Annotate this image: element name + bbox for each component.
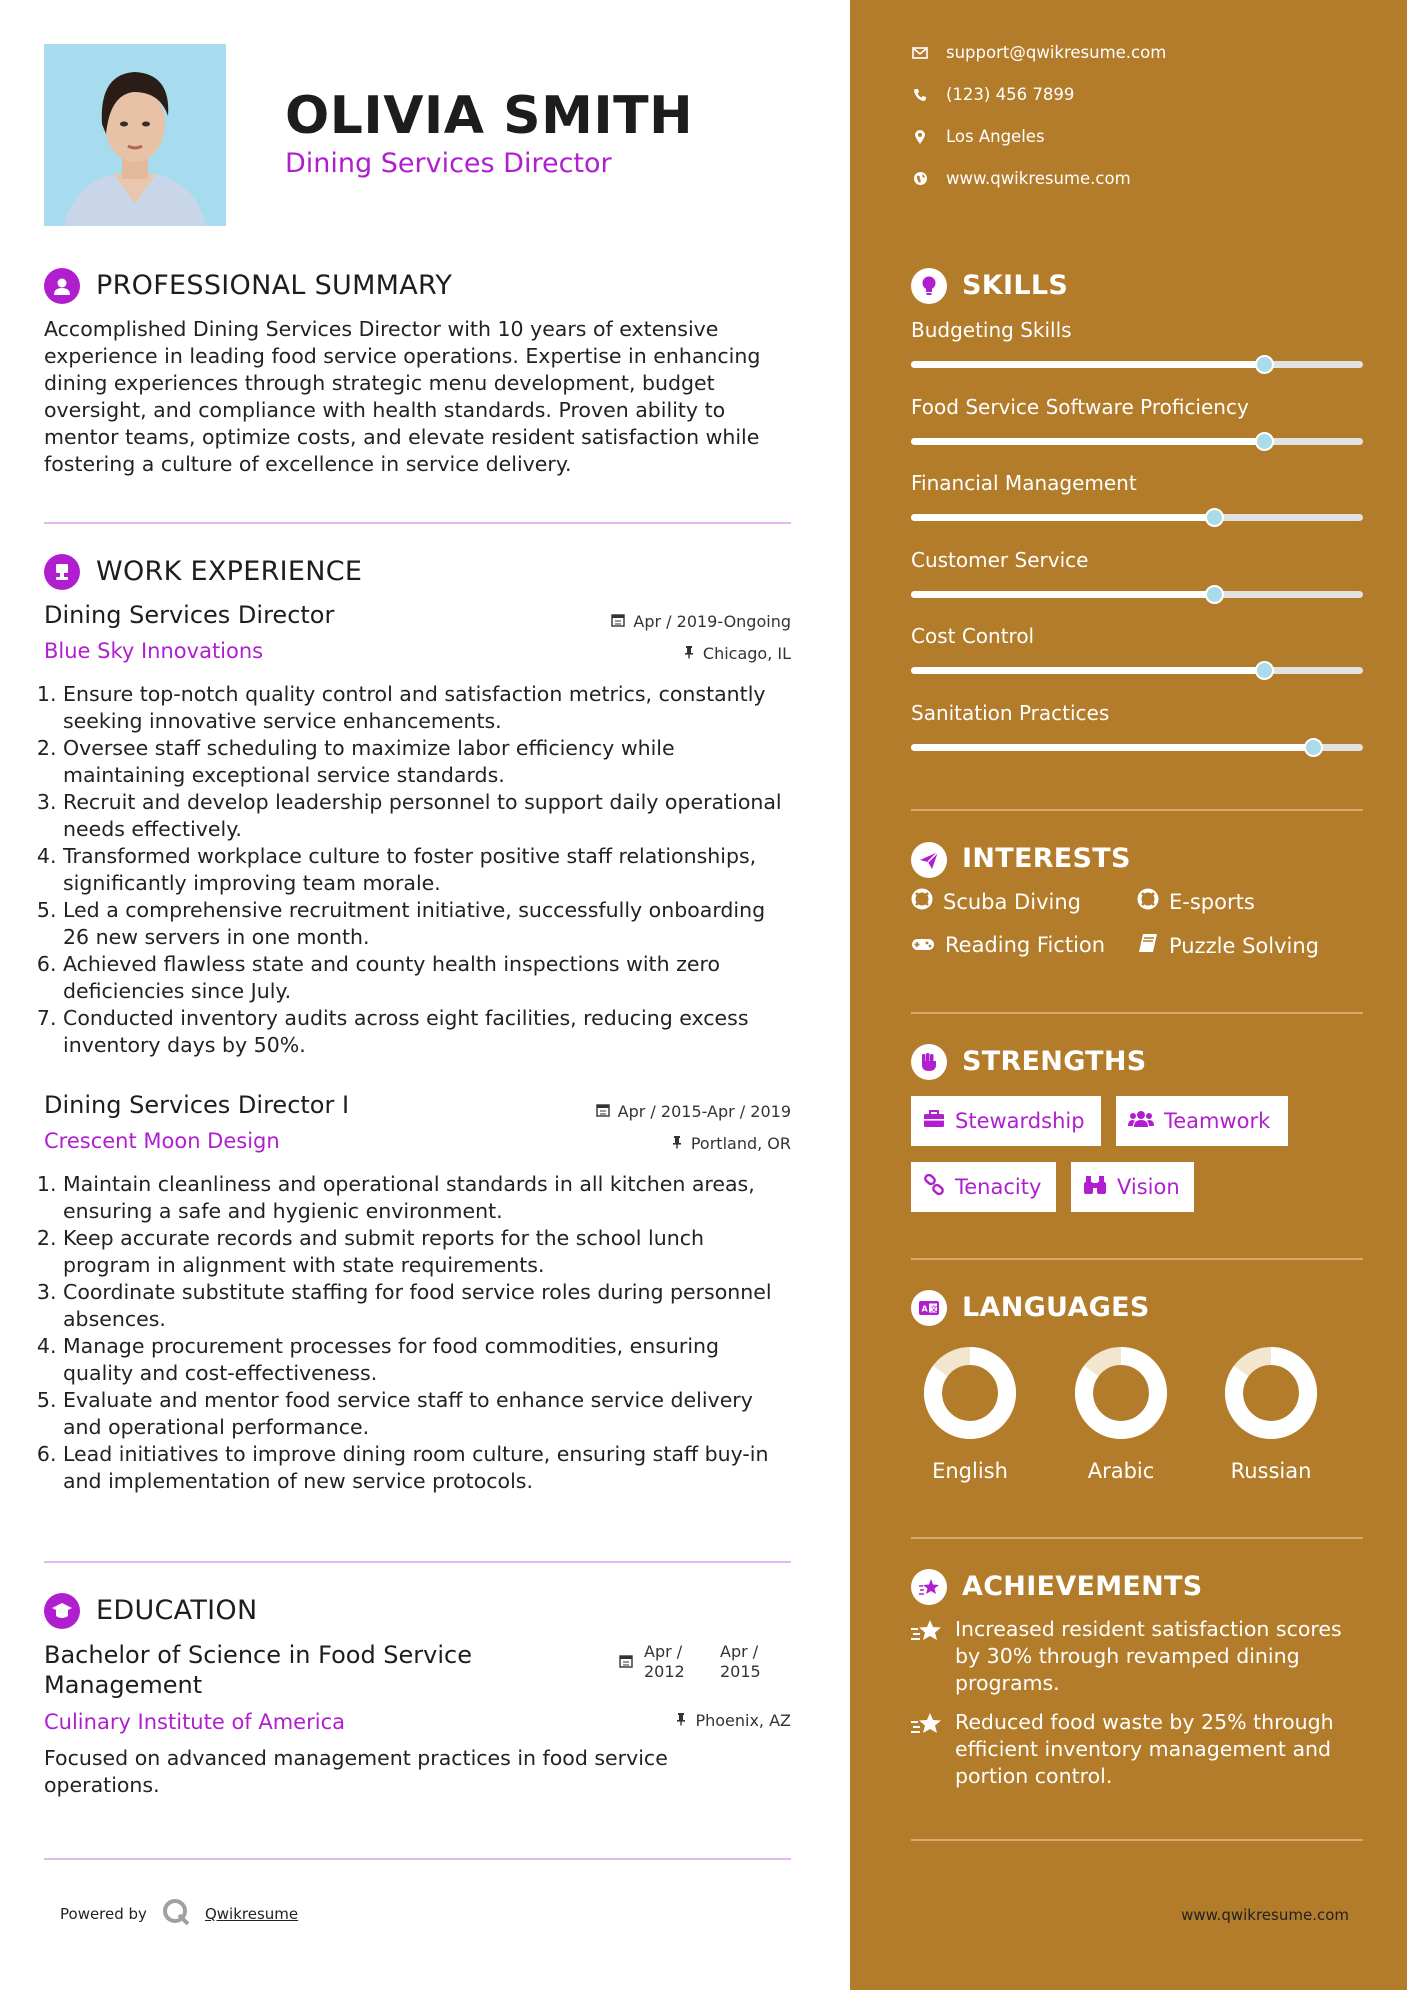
job-location	[671, 1134, 791, 1153]
skill-label: Customer Service	[911, 547, 1089, 572]
language-donut	[920, 1343, 1020, 1443]
duty-list	[44, 1171, 794, 1495]
list-item: 4. Manage procurement processes for food commodities, ensuring quality and cost-effectiveness.	[63, 1333, 794, 1387]
graduation-icon	[44, 1593, 80, 1629]
achievement-text: Reduced food waste by 25% through efficient inventory management and portion control.	[955, 1710, 1334, 1788]
summary-heading: PROFESSIONAL SUMMARY	[96, 270, 453, 301]
skill-level-knob	[1255, 661, 1274, 680]
job-dates	[611, 612, 791, 631]
skill-label: Financial Management	[911, 471, 1137, 495]
job-title: Dining Services Director I	[44, 1091, 350, 1119]
list-item: 5. Led a comprehensive recruitment initiative, successfully onboarding 26 new servers in one month.	[63, 897, 794, 951]
briefcase-icon	[44, 554, 80, 590]
paper-plane-icon	[911, 842, 947, 878]
interests-heading: INTERESTS	[962, 843, 1131, 874]
section-divider	[911, 1258, 1363, 1260]
skill-bar	[911, 438, 1363, 445]
skill-label: Food Service Software Proficiency	[911, 394, 1249, 419]
binoculars-icon	[1083, 1175, 1107, 1200]
globe-icon	[912, 171, 928, 186]
contact-email[interactable]	[912, 43, 1166, 62]
job-dates	[596, 1102, 791, 1121]
powered-by-text: Powered by	[60, 1905, 147, 1923]
strength-label: Tenacity	[955, 1175, 1042, 1199]
job-location	[683, 644, 791, 663]
brand-link[interactable]: Qwikresume	[204, 1905, 299, 1923]
phone-icon	[912, 88, 928, 102]
strength-label: Teamwork	[1164, 1109, 1271, 1133]
toolbox-icon	[923, 1109, 945, 1133]
calendar-icon	[611, 612, 625, 631]
powered-by	[60, 1897, 298, 1931]
email-text: support@qwikresume.com	[946, 43, 1167, 62]
edu-location-text: Phoenix, AZ	[695, 1711, 791, 1730]
list-item: 4. Transformed workplace culture to foster positive staff relationships, significantly improving team morale.	[63, 843, 794, 897]
summary-text: Accomplished Dining Services Director with 10 years of extensive experience in leading food service operations. Expertise in enhancing dining experiences through strategic menu development, budget oversight, and compliance with health standards. Proven ability to mentor teams, optimize costs, and elevate resident satisfaction while fostering a culture of excellence in service delivery.	[44, 317, 761, 476]
edu-start-date	[644, 1642, 685, 1682]
job-location-text: Portland, OR	[690, 1134, 791, 1153]
skill-level-knob	[1205, 508, 1224, 527]
website-text: www.qwikresume.com	[946, 169, 1131, 188]
list-item: 5. Evaluate and mentor food service staff to enhance service delivery and operational performance.	[63, 1387, 794, 1441]
interest-label: E-sports	[1169, 889, 1255, 914]
job-dates-text: Apr / 2015-Apr / 2019	[617, 1102, 791, 1121]
skill-bar	[911, 667, 1363, 674]
envelope-icon	[912, 47, 928, 59]
skill-label: Cost Control	[911, 624, 1035, 648]
star-badge-icon	[911, 1569, 947, 1605]
skill-bar-fill	[911, 591, 1214, 598]
language-item	[1066, 1343, 1176, 1483]
translate-icon	[911, 1290, 947, 1326]
language-label: Russian	[1230, 1459, 1312, 1483]
map-marker-icon	[912, 129, 928, 145]
education-heading: EDUCATION	[96, 1595, 258, 1626]
achievement-item	[911, 1709, 1361, 1790]
job-location-text: Chicago, IL	[702, 644, 791, 663]
skill-label: Budgeting Skills	[911, 318, 1072, 342]
job-dates-text: Apr / 2019-Ongoing	[633, 612, 791, 631]
candidate-name: OLIVIA SMITH	[285, 86, 694, 146]
contact-location	[912, 127, 1045, 146]
language-item	[915, 1343, 1025, 1483]
strength-label: Stewardship	[955, 1109, 1085, 1133]
life-ring-icon	[1137, 888, 1159, 915]
section-divider	[44, 1858, 791, 1860]
skill-bar-fill	[911, 514, 1214, 521]
skill-bar	[911, 361, 1363, 368]
pin-icon	[683, 644, 695, 663]
language-donut	[1221, 1343, 1321, 1443]
degree-line-2: Management	[44, 1671, 203, 1699]
fist-icon	[911, 1044, 947, 1080]
skill-label: Sanitation Practices	[911, 700, 1110, 725]
company-name: Crescent Moon Design	[44, 1129, 280, 1153]
calendar-icon	[619, 1653, 633, 1672]
list-item: 6. Achieved flawless state and county health inspections with zero deficiencies since July.	[63, 951, 794, 1005]
edu-start-year: 2012	[644, 1662, 685, 1681]
company-name: Blue Sky Innovations	[44, 639, 264, 663]
interest-item	[1137, 888, 1255, 915]
achievements-heading: ACHIEVEMENTS	[962, 1571, 1203, 1602]
svg-text:A: A	[921, 1304, 928, 1314]
skill-level-knob	[1304, 738, 1323, 757]
skill-level-knob	[1255, 432, 1274, 451]
location-text: Los Angeles	[946, 127, 1045, 146]
skill-bar	[911, 591, 1363, 598]
strength-chip	[1071, 1162, 1194, 1212]
list-item: 3. Recruit and develop leadership personnel to support daily operational needs effectively.	[63, 789, 794, 843]
strength-chip	[911, 1162, 1056, 1212]
star-icon	[911, 1616, 943, 1697]
skill-level-knob	[1255, 355, 1274, 374]
list-item: 6. Lead initiatives to improve dining room culture, ensuring staff buy-in and implementation of new service protocols.	[63, 1441, 794, 1495]
strength-label: Vision	[1117, 1175, 1180, 1199]
skill-bar	[911, 514, 1363, 521]
section-divider	[911, 1537, 1363, 1539]
skill-bar-fill	[911, 744, 1313, 751]
section-divider	[911, 1839, 1363, 1841]
skill-bar-fill	[911, 667, 1264, 674]
candidate-title: Dining Services Director	[285, 148, 612, 179]
strength-chip	[911, 1096, 1101, 1146]
language-label: English	[932, 1459, 1008, 1483]
list-item: 3. Coordinate substitute staffing for food service roles during personnel absences.	[63, 1279, 794, 1333]
achievement-item	[911, 1616, 1361, 1697]
user-icon	[44, 268, 80, 304]
users-icon	[1128, 1109, 1154, 1133]
language-label: Arabic	[1087, 1459, 1155, 1483]
star-icon	[911, 1709, 943, 1790]
list-item: 7. Conducted inventory audits across eight facilities, reducing excess inventory days by 50%.	[63, 1005, 794, 1059]
interest-item	[911, 933, 1105, 957]
skill-bar-fill	[911, 438, 1264, 445]
duty-list	[44, 681, 794, 1059]
contact-phone[interactable]	[912, 85, 1074, 104]
skill-bar	[911, 744, 1363, 751]
lightbulb-icon	[911, 268, 947, 304]
edu-end-month: Apr /	[720, 1642, 759, 1661]
book-icon	[1137, 933, 1159, 958]
section-divider	[911, 809, 1363, 811]
pin-icon	[671, 1134, 683, 1153]
skill-bar-fill	[911, 361, 1264, 368]
skill-level-knob	[1205, 585, 1224, 604]
footer-website[interactable]: www.qwikresume.com	[1181, 1906, 1349, 1924]
language-donut	[1071, 1343, 1171, 1443]
experience-heading: WORK EXPERIENCE	[96, 556, 363, 587]
languages-heading: LANGUAGES	[962, 1292, 1150, 1323]
education-description: Focused on advanced management practices in food service operations.	[44, 1746, 668, 1797]
section-divider	[911, 1012, 1363, 1014]
gamepad-icon	[911, 933, 935, 957]
list-item: 1. Maintain cleanliness and operational standards in all kitchen areas, ensuring a safe and hygienic environment.	[63, 1171, 794, 1225]
strength-chip	[1116, 1096, 1288, 1146]
contact-website[interactable]	[912, 169, 1131, 188]
list-item: 1. Ensure top-notch quality control and satisfaction metrics, constantly seeking innovative service enhancements.	[63, 681, 794, 735]
list-item: 2. Oversee staff scheduling to maximize labor efficiency while maintaining exceptional service standards.	[63, 735, 794, 789]
edu-end-date	[720, 1642, 761, 1682]
edu-location	[675, 1711, 791, 1730]
list-item: 2. Keep accurate records and submit reports for the school lunch program in alignment with state requirements.	[63, 1225, 794, 1279]
school-name: Culinary Institute of America	[44, 1710, 345, 1734]
interest-item	[911, 888, 1081, 915]
calendar-icon	[596, 1102, 610, 1121]
pin-icon	[675, 1711, 687, 1730]
life-ring-icon	[911, 888, 933, 915]
profile-photo	[44, 44, 226, 226]
phone-text: (123) 456 7899	[946, 85, 1075, 104]
qwikresume-logo-icon	[161, 1897, 191, 1931]
edu-start-month: Apr /	[644, 1642, 683, 1661]
link-icon	[923, 1174, 945, 1201]
section-divider	[44, 1561, 791, 1563]
interest-item	[1137, 933, 1319, 958]
section-divider	[44, 522, 791, 524]
skills-heading: SKILLS	[962, 270, 1069, 301]
degree-line-1: Bachelor of Science in Food Service	[44, 1641, 473, 1669]
job-title: Dining Services Director	[44, 601, 335, 629]
achievement-text: Increased resident satisfaction scores by 30% through revamped dining programs.	[955, 1617, 1342, 1695]
strengths-heading: STRENGTHS	[962, 1046, 1147, 1077]
interest-label: Puzzle Solving	[1169, 933, 1319, 958]
edu-end-year: 2015	[720, 1662, 761, 1681]
svg-text:文: 文	[930, 1305, 938, 1313]
interest-label: Scuba Diving	[943, 889, 1081, 914]
language-item	[1216, 1343, 1326, 1483]
interest-label: Reading Fiction	[945, 933, 1106, 957]
